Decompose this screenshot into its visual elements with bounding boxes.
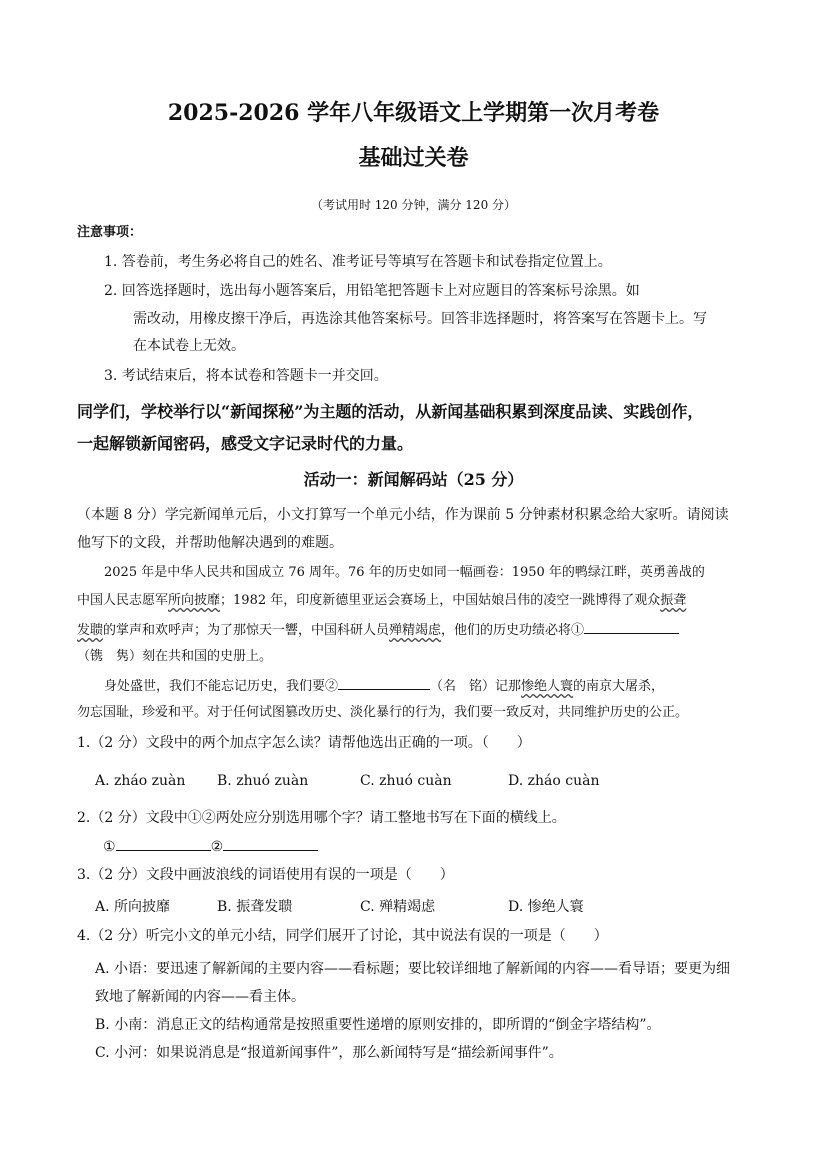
exam-info: （考试用时 120 分钟，满分 120 分） (310, 198, 517, 212)
activity-heading: 活动一：新闻解码站（25 分） (303, 470, 524, 489)
wavy-word: 所向披靡 (168, 593, 221, 608)
passage-line: 2025 年是中华人民共和国成立 76 周年。76 年的历史如同一幅画卷：1950 年的鸭绿江畔，英勇善战的 (104, 565, 705, 580)
passage-text: ；1982 年，印度新德里亚运会赛场上，中国姑娘吕伟的凌空一跳博得了观众 (220, 593, 661, 608)
passage-text: （名 铭）记那 (430, 679, 522, 694)
note-item: 在本试卷上无效。 (133, 338, 245, 354)
q4-option-a-cont: 致地了解新闻的内容——看主体。 (95, 989, 305, 1005)
task-text: （本题 8 分）学完新闻单元后，小文打算写一个单元小结，作为课前 5 分钟素材积累念给大家听。请阅读 (77, 507, 729, 523)
q3-option-b[interactable]: B. 振聋发聩 (217, 899, 293, 915)
wavy-word: 振聋 (660, 593, 687, 608)
passage-text: 身处盛世，我们不能忘记历史，我们要② (104, 679, 339, 694)
passage-line (77, 591, 686, 611)
q4-option-c[interactable]: C. 小河：如果说消息是“报道新闻事件”，那么新闻特写是“描绘新闻事件”。 (95, 1045, 563, 1061)
passage-line (104, 675, 664, 697)
q1-option-c[interactable]: C. zhuó cuàn (360, 773, 452, 789)
passage-text: 中国人民志愿军 (77, 593, 169, 608)
passage-line: （镌 隽）刻在共和国的史册上。 (77, 649, 273, 664)
answer-blank-2[interactable] (338, 675, 430, 690)
answer-blank-1[interactable] (584, 619, 679, 634)
question-4: 4.（2 分）听完小文的单元小结，同学们展开了讨论，其中说法有误的一项是（ ） (77, 928, 608, 944)
wavy-word: 惨绝人寰 (521, 679, 574, 694)
q1-option-d[interactable]: D. zháo cuàn (508, 773, 600, 789)
notes-heading: 注意事项： (77, 225, 143, 240)
q1-option-a[interactable]: A. zháo zuàn (95, 773, 186, 789)
marker-2: ② (210, 839, 224, 855)
intro-text: 一起解锁新闻密码，感受文字记录时代的力量。 (77, 434, 414, 453)
note-item: 3. 考试结束后，将本试卷和答题卡一并交回。 (104, 368, 388, 384)
q3-option-d[interactable]: D. 惨绝人寰 (508, 899, 584, 915)
note-item: 需改动，用橡皮擦干净后，再选涂其他答案标号。回答非选择题时，将答案写在答题卡上。写 (133, 311, 707, 327)
note-item: 1. 答卷前，考生务必将自己的姓名、准考证号等填写在答题卡和试卷指定位置上。 (104, 254, 612, 270)
page-title: 2025-2026 学年八年级语文上学期第一次月考卷 (167, 100, 660, 126)
q3-option-c[interactable]: C. 殚精竭虑 (360, 899, 436, 915)
marker-1: ① (103, 839, 116, 855)
question-3: 3.（2 分）文段中画波浪线的词语使用有误的一项是（ ） (77, 867, 454, 883)
q2-blank-1[interactable] (116, 836, 211, 851)
question-2: 2.（2 分）文段中①②两处应分别选用哪个字？请工整地书写在下面的横线上。 (77, 810, 566, 826)
passage-text: ，他们的历史功绩必将① (441, 623, 585, 638)
page-subtitle: 基础过关卷 (358, 145, 469, 171)
passage-text: 的掌声和欢呼声；为了那惊天一響，中国科研人员 (103, 623, 390, 638)
passage-text: 的南京大屠杀， (573, 679, 665, 694)
note-item: 2. 回答选择题时，选出每小题答案后，用铅笔把答题卡上对应题目的答案标号涂黑。如 (104, 283, 640, 299)
intro-text: 同学们，学校举行以“新闻探秘”为主题的活动，从新闻基础积累到深度品读、实践创作， (77, 402, 704, 421)
passage-line (77, 619, 679, 641)
passage-line: 勿忘国耻，珍爱和平。对于任何试图篡改历史、淡化暴行的行为，我们要一致反对，共同维护历史的公正。 (77, 705, 689, 720)
q1-option-b[interactable]: B. zhuó zuàn (217, 773, 309, 789)
q2-answer-lines (103, 836, 318, 857)
q4-option-b[interactable]: B. 小南：消息正文的结构通常是按照重要性递增的原则安排的，即所谓的“倒金字塔结构”。 (95, 1017, 661, 1033)
wavy-word: 发聩 (77, 623, 104, 638)
q2-blank-2[interactable] (223, 836, 318, 851)
wavy-word: 殚精竭虑 (389, 623, 442, 638)
q3-option-a[interactable]: A. 所向披靡 (95, 899, 171, 915)
q4-option-a[interactable]: A. 小语：要迅速了解新闻的主要内容——看标题；要比较详细地了解新闻的内容——看导语；要更为细 (95, 961, 731, 977)
task-text: 他写下的文段，并帮助他解决遇到的难题。 (77, 535, 343, 551)
question-1: 1.（2 分）文段中的两个加点字怎么读？请帮他选出正确的一项。（ ） (77, 735, 531, 751)
